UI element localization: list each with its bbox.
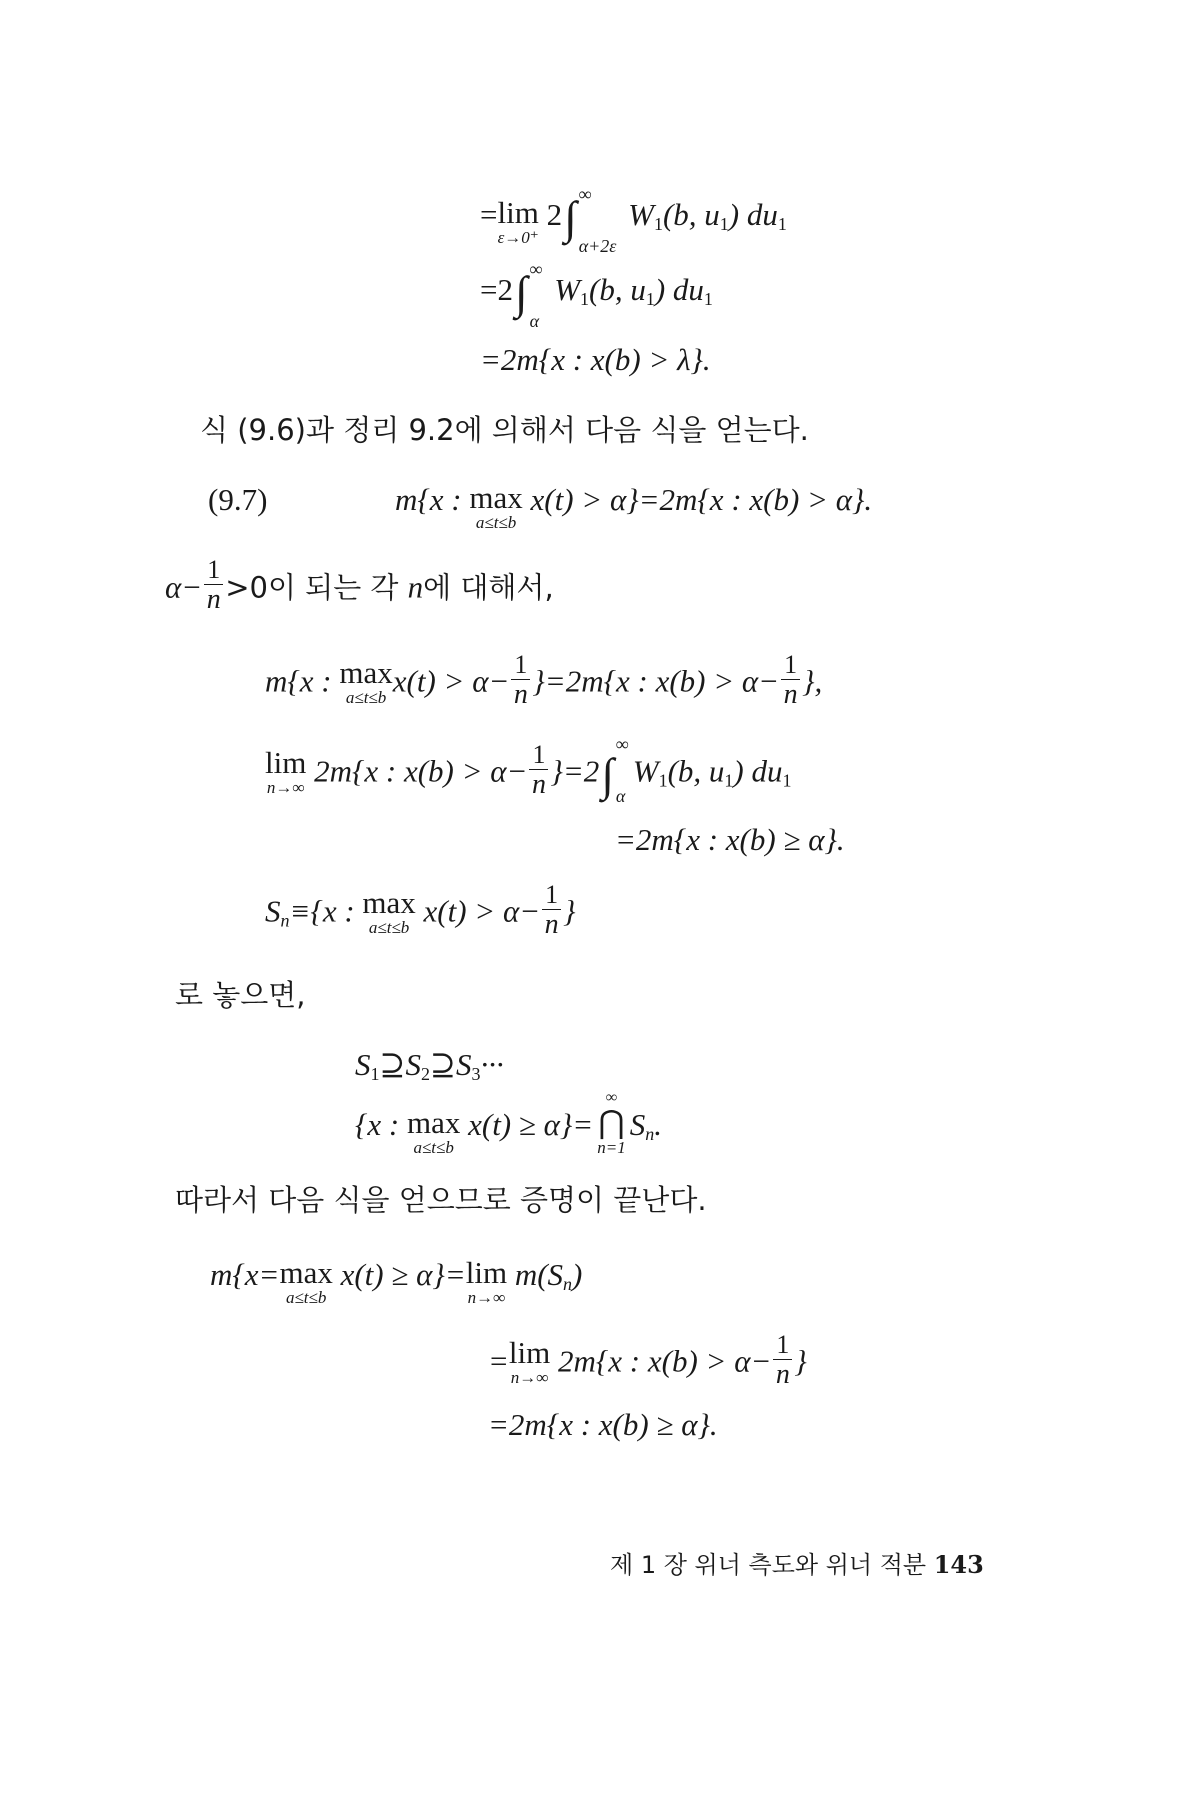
eq-text: }, xyxy=(802,663,823,699)
eq-text: x(t) > α− xyxy=(392,663,510,699)
integral-limits: ∞ α xyxy=(615,734,629,806)
equation-e xyxy=(355,1089,662,1157)
fraction: $\frac{1}{n}$ xyxy=(773,1331,792,1390)
limit-operator: lim n→∞ xyxy=(508,1335,551,1387)
eq-text: W xyxy=(554,272,581,307)
eq-text: ≡{x : xyxy=(289,893,363,929)
eq-text: . xyxy=(654,1107,662,1142)
fraction: $\frac{1}{n}$ xyxy=(204,556,223,615)
eq-text: S xyxy=(265,893,281,929)
eq-text: α− xyxy=(165,569,203,605)
integral-sign: ∫ xyxy=(564,192,577,243)
eq-sub: 2 xyxy=(420,1064,430,1084)
equation-9-7-label: (9.7) xyxy=(208,482,268,517)
eq-text: x(t) > α}=2m{x : x(b) > α}. xyxy=(522,482,873,517)
eq-text: m{x : xyxy=(265,663,340,699)
equation-line-1 xyxy=(480,184,787,256)
fraction: $\frac{1}{n}$ xyxy=(781,651,800,710)
paragraph-2 xyxy=(165,555,554,619)
equation-f xyxy=(210,1255,582,1307)
fraction: $\frac{1}{n}$ xyxy=(529,741,548,800)
eq-sub: 1 xyxy=(653,214,663,234)
eq-text: ··· xyxy=(480,1047,504,1082)
eq-text: ) du xyxy=(728,197,778,232)
eq-sub: 1 xyxy=(719,214,729,234)
eq-text: }=2 xyxy=(550,753,600,789)
eq-sub: 1 xyxy=(645,289,655,309)
eq-text: } xyxy=(794,1343,807,1379)
eq-text: }=2m{x : x(b) > α− xyxy=(532,663,780,699)
eq-sub: 1 xyxy=(777,214,787,234)
paragraph-text: >0이 되는 각 xyxy=(225,570,408,605)
equation-a xyxy=(265,650,823,714)
page-footer xyxy=(610,1545,984,1580)
limit-operator: lim n→∞ xyxy=(465,1255,508,1307)
eq-sub: n xyxy=(280,910,290,931)
equation-s xyxy=(265,880,576,944)
eq-text: {x : xyxy=(355,1107,407,1142)
eq-text: (b, u xyxy=(667,753,725,789)
eq-text: x(t) > α− xyxy=(415,893,541,929)
chapter-title: 제 1 장 위너 측도와 위너 적분 xyxy=(610,1551,927,1579)
eq-sub: 1 xyxy=(724,770,734,791)
fraction: $\frac{1}{n}$ xyxy=(542,881,561,940)
paragraph-text: 에 대해서, xyxy=(423,570,554,605)
equation-c: =2m{x : x(b) ≥ α}. xyxy=(615,822,845,857)
eq-text: W xyxy=(628,197,654,232)
equation-line-3: =2m{x : x(b) > λ}. xyxy=(480,342,711,377)
eq-text: m{x : xyxy=(395,482,470,517)
integral-limits: ∞ α xyxy=(529,259,543,331)
paragraph-3: 로 놓으면, xyxy=(175,978,306,1012)
max-operator: max a≤t≤b xyxy=(339,655,393,707)
eq-text: } xyxy=(563,893,576,929)
limit-operator: lim ε→0⁺ xyxy=(497,195,539,247)
page-number: 143 xyxy=(933,1550,984,1579)
integral-limits: ∞ α+2ε xyxy=(578,184,617,256)
eq-text: n xyxy=(407,569,424,605)
max-operator: max a≤t≤b xyxy=(406,1105,461,1157)
integral-sign: ∫ xyxy=(514,267,528,318)
eq-text: 2m{x : x(b) > α− xyxy=(306,753,528,789)
equation-9-7 xyxy=(395,480,872,532)
eq-text: =2 xyxy=(480,272,513,307)
fraction: $\frac{1}{n}$ xyxy=(511,651,530,710)
equation-line-2 xyxy=(480,259,713,331)
paragraph-4: 따라서 다음 식을 얻으므로 증명이 끝난다. xyxy=(175,1183,707,1217)
eq-text: ⊇S xyxy=(379,1047,421,1082)
eq-sub: n xyxy=(645,1124,655,1144)
eq-text: x(t) ≥ α}= xyxy=(332,1257,466,1292)
eq-text: S xyxy=(355,1047,371,1082)
eq-text: m{x= xyxy=(210,1257,280,1292)
max-operator: max a≤t≤b xyxy=(469,480,523,532)
equation-b xyxy=(265,734,792,806)
eq-sub: 1 xyxy=(782,770,792,791)
eq-sub: 1 xyxy=(370,1064,380,1084)
eq-text: W xyxy=(632,753,659,789)
eq-text: (b, u xyxy=(589,272,646,307)
eq-sub: n xyxy=(563,1274,573,1294)
equation-g xyxy=(488,1330,807,1394)
eq-text: ) du xyxy=(654,272,704,307)
equation-h: =2m{x : x(b) ≥ α}. xyxy=(488,1407,718,1442)
eq-text: 2m{x : x(b) > α− xyxy=(550,1343,772,1379)
eq-text: = xyxy=(488,1343,509,1379)
eq-sub: 1 xyxy=(580,289,590,309)
limit-operator: lim n→∞ xyxy=(265,745,307,797)
intersection-operator: ∞ ⋂ n=1 xyxy=(597,1089,626,1157)
max-operator: max a≤t≤b xyxy=(279,1255,333,1307)
eq-text: S xyxy=(629,1107,646,1142)
paragraph-1: 식 (9.6)과 정리 9.2에 의해서 다음 식을 얻는다. xyxy=(200,413,809,447)
eq-sub: 1 xyxy=(703,289,713,309)
integral-sign: ∫ xyxy=(601,748,614,800)
eq-text: 2 xyxy=(546,197,563,232)
eq-text: ) du xyxy=(733,753,783,789)
eq-text: ) xyxy=(572,1257,583,1292)
eq-text: (b, u xyxy=(662,197,720,232)
max-operator: max a≤t≤b xyxy=(362,885,416,937)
eq-sub: 1 xyxy=(658,770,668,791)
eq-text: ⊇S xyxy=(429,1047,472,1082)
eq-text: m(S xyxy=(507,1257,564,1292)
equation-d xyxy=(355,1045,504,1094)
eq-text: x(t) ≥ α}= xyxy=(460,1107,594,1142)
eq-sub: 3 xyxy=(471,1064,481,1084)
eq-text: = xyxy=(480,197,498,232)
